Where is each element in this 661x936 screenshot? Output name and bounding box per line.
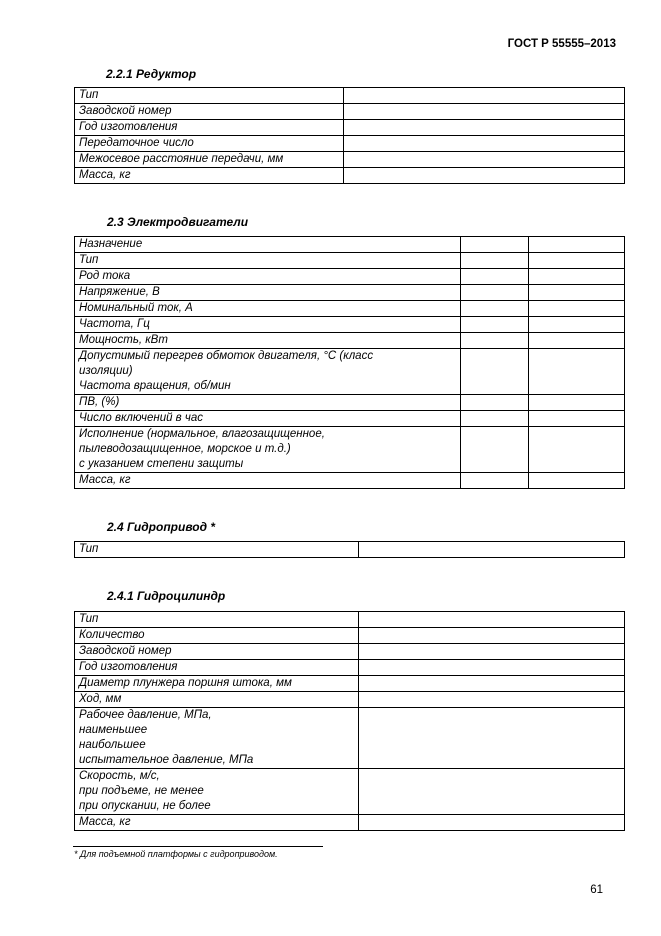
table-row [75, 317, 625, 333]
value-cell[interactable] [461, 333, 529, 349]
field-label-line: Назначение [79, 238, 143, 250]
field-label [75, 120, 344, 136]
section-title-reducer: 2.2.1 Редуктор [106, 67, 197, 81]
value-cell[interactable] [461, 317, 529, 333]
field-label-line: Масса, кг [79, 169, 131, 181]
table-row [75, 427, 625, 473]
value-cell[interactable] [461, 395, 529, 411]
table-row [75, 168, 625, 184]
field-label-line: Частота вращения, об/мин [79, 380, 231, 392]
field-label [75, 542, 359, 558]
table-row [75, 411, 625, 427]
value-cell[interactable] [529, 301, 625, 317]
value-cell[interactable] [344, 88, 625, 104]
field-label-line: Межосевое расстояние передачи, мм [79, 153, 284, 165]
field-label [75, 692, 359, 708]
table-row [75, 237, 625, 253]
page-number: 61 [590, 884, 603, 896]
field-label-line: наибольшее [79, 739, 146, 751]
field-label-line: Номинальный ток, А [79, 302, 193, 314]
cylinder-table [74, 611, 625, 831]
field-label [75, 411, 461, 427]
field-label [75, 473, 461, 489]
table-row [75, 333, 625, 349]
value-cell[interactable] [461, 269, 529, 285]
value-cell[interactable] [529, 473, 625, 489]
field-label-line: Год изготовления [79, 121, 178, 133]
table-row [75, 136, 625, 152]
field-label-line: при опускании, не более [79, 800, 211, 812]
table-row [75, 301, 625, 317]
value-cell[interactable] [461, 427, 529, 473]
value-cell[interactable] [461, 285, 529, 301]
field-label-line: Мощность, кВт [79, 334, 168, 346]
field-label-line: Тип [79, 89, 99, 101]
value-cell[interactable] [359, 708, 625, 769]
hydro-drive-table [74, 541, 625, 558]
table-row [75, 692, 625, 708]
field-label-line: Передаточное число [79, 137, 194, 149]
field-label [75, 349, 461, 395]
field-label-line: Частота, Гц [79, 318, 150, 330]
table-row [75, 660, 625, 676]
value-cell[interactable] [359, 815, 625, 831]
value-cell[interactable] [359, 612, 625, 628]
reducer-table [74, 87, 625, 184]
value-cell[interactable] [344, 168, 625, 184]
value-cell[interactable] [461, 473, 529, 489]
table-row [75, 285, 625, 301]
field-label [75, 237, 461, 253]
field-label [75, 660, 359, 676]
field-label [75, 427, 461, 473]
field-label-line: Заводской номер [79, 645, 172, 657]
field-label-line: Тип [79, 613, 99, 625]
section-title-cylinder: 2.4.1 Гидроцилиндр [107, 589, 226, 603]
value-cell[interactable] [344, 120, 625, 136]
field-label-line: наименьшее [79, 724, 148, 736]
table-row [75, 269, 625, 285]
field-label [75, 395, 461, 411]
field-label-line: Масса, кг [79, 474, 131, 486]
table-row [75, 708, 625, 769]
field-label-line: Тип [79, 543, 99, 555]
value-cell[interactable] [359, 676, 625, 692]
field-label-line: Допустимый перегрев обмоток двигателя, °С (класс [79, 350, 374, 362]
field-label [75, 301, 461, 317]
value-cell[interactable] [461, 237, 529, 253]
table-row [75, 769, 625, 815]
table-row [75, 395, 625, 411]
field-label-line: изоляции) [79, 365, 133, 377]
field-label-line: Ход, мм [79, 693, 122, 705]
table-row [75, 473, 625, 489]
field-label [75, 136, 344, 152]
value-cell[interactable] [359, 542, 625, 558]
field-label-line: Род тока [79, 270, 131, 282]
field-label-line: Масса, кг [79, 816, 131, 828]
table-row [75, 104, 625, 120]
field-label [75, 168, 344, 184]
value-cell[interactable] [529, 411, 625, 427]
table-row [75, 612, 625, 628]
table-row [75, 644, 625, 660]
value-cell[interactable] [359, 660, 625, 676]
field-label [75, 333, 461, 349]
value-cell[interactable] [461, 253, 529, 269]
section-title-hydro-drive: 2.4 Гидропривод * [107, 520, 216, 534]
value-cell[interactable] [529, 395, 625, 411]
value-cell[interactable] [359, 644, 625, 660]
field-label-line: Заводской номер [79, 105, 172, 117]
table-row [75, 88, 625, 104]
field-label-line: Напряжение, В [79, 286, 160, 298]
table-row [75, 152, 625, 168]
field-label [75, 88, 344, 104]
value-cell[interactable] [529, 237, 625, 253]
field-label [75, 708, 359, 769]
value-cell[interactable] [529, 269, 625, 285]
footnote: * Для подъемной платформы с гидроприводом. [74, 849, 278, 859]
value-cell[interactable] [359, 692, 625, 708]
field-label [75, 628, 359, 644]
field-label-line: при подъеме, не менее [79, 785, 204, 797]
field-label [75, 285, 461, 301]
field-label [75, 317, 461, 333]
value-cell[interactable] [529, 253, 625, 269]
field-label-line: с указанием степени защиты [79, 458, 244, 470]
field-label [75, 253, 461, 269]
field-label [75, 815, 359, 831]
field-label-line: Скорость, м/с, [79, 770, 160, 782]
field-label [75, 152, 344, 168]
footnote-rule [73, 846, 323, 847]
value-cell[interactable] [344, 136, 625, 152]
field-label-line: испытательное давление, МПа [79, 754, 254, 766]
field-label [75, 269, 461, 285]
value-cell[interactable] [344, 152, 625, 168]
table-row [75, 628, 625, 644]
table-row [75, 676, 625, 692]
value-cell[interactable] [529, 333, 625, 349]
field-label-line: Тип [79, 254, 99, 266]
field-label-line: Число включений в час [79, 412, 203, 424]
field-label-line: Исполнение (нормальное, влагозащищенное, [79, 428, 325, 440]
field-label [75, 612, 359, 628]
field-label-line: Диаметр плунжера поршня штока, мм [79, 677, 292, 689]
value-cell[interactable] [529, 349, 625, 395]
table-row [75, 815, 625, 831]
field-label [75, 676, 359, 692]
value-cell[interactable] [461, 349, 529, 395]
value-cell[interactable] [529, 427, 625, 473]
field-label-line: ПВ, (%) [79, 396, 120, 408]
value-cell[interactable] [359, 628, 625, 644]
motors-table [74, 236, 625, 489]
field-label [75, 769, 359, 815]
field-label-line: Количество [79, 629, 145, 641]
value-cell[interactable] [461, 301, 529, 317]
table-row [75, 120, 625, 136]
table-row [75, 542, 625, 558]
table-row [75, 253, 625, 269]
table-row [75, 349, 625, 395]
value-cell[interactable] [359, 769, 625, 815]
field-label [75, 644, 359, 660]
value-cell[interactable] [461, 411, 529, 427]
value-cell[interactable] [529, 285, 625, 301]
field-label [75, 104, 344, 120]
section-title-motors: 2.3 Электродвигатели [107, 215, 249, 229]
document-code: ГОСТ Р 55555–2013 [507, 38, 616, 50]
field-label-line: Рабочее давление, МПа, [79, 709, 212, 721]
value-cell[interactable] [344, 104, 625, 120]
field-label-line: пылеводозащищенное, морское и т.д.) [79, 443, 291, 455]
field-label-line: Год изготовления [79, 661, 178, 673]
value-cell[interactable] [529, 317, 625, 333]
